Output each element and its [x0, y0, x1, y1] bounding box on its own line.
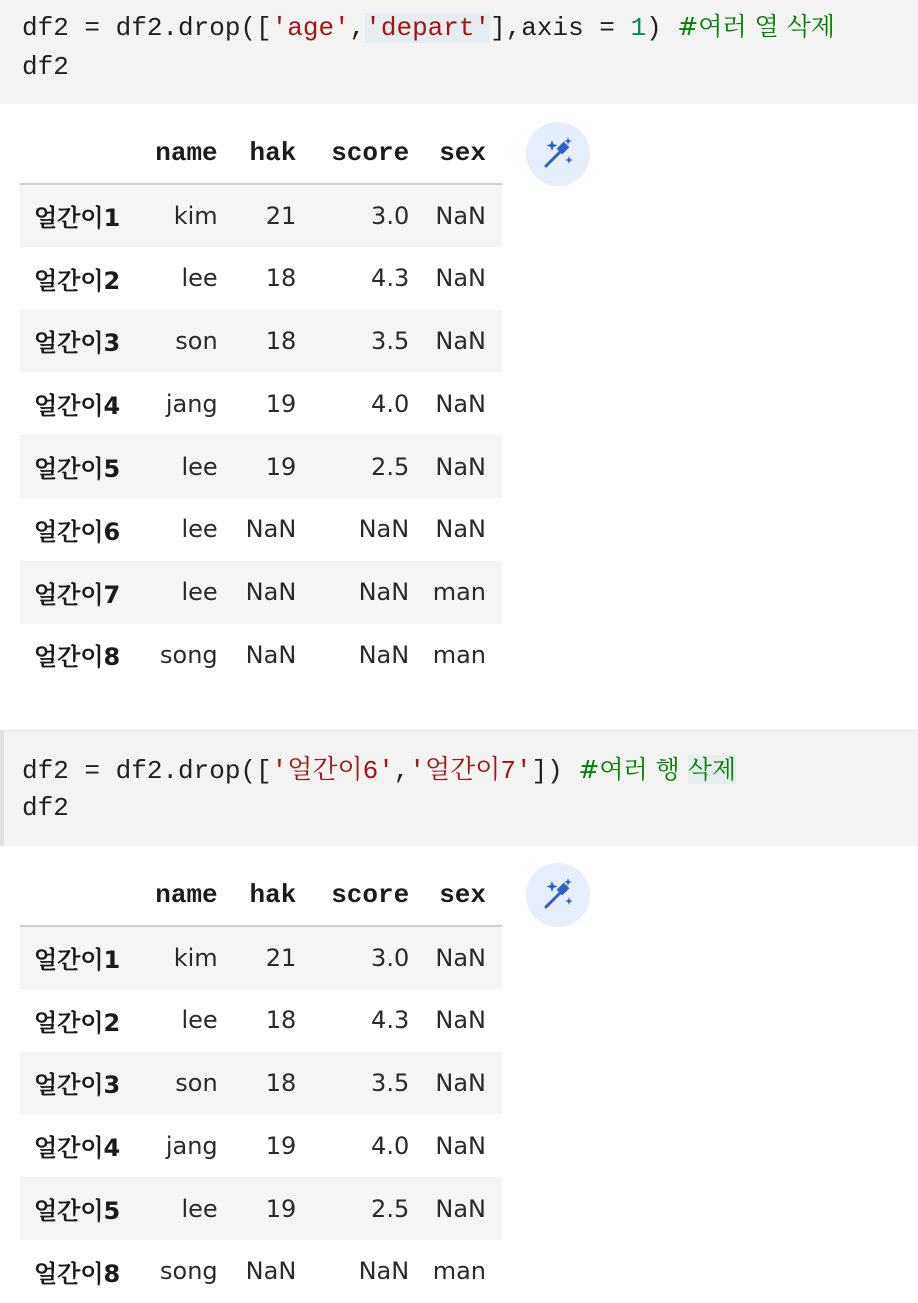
table-cell-sex: man: [432, 640, 486, 669]
code-token: ],axis =: [490, 13, 631, 43]
column-header-hak: hak: [222, 122, 301, 184]
table-cell-hak: 19: [265, 452, 297, 481]
table-cell-hak: 18: [265, 326, 297, 355]
table-row: [20, 624, 502, 687]
table-cell-sex: NaN: [435, 943, 486, 972]
comment-token: #여러 행: [578, 755, 688, 784]
table-cell-name: lee: [181, 1194, 218, 1223]
table-cell-score: NaN: [358, 515, 410, 544]
table-cell-name: lee: [181, 264, 218, 293]
row-index-label: 얼간이5: [34, 1197, 121, 1226]
magic-wand-sparkle-icon: [538, 875, 578, 915]
code-cell-1[interactable]: [0, 0, 918, 104]
table-cell-hak: 21: [265, 201, 297, 230]
table-row: [20, 435, 502, 498]
table-cell-score: NaN: [358, 1257, 410, 1286]
row-index-label: 얼간이1: [34, 946, 121, 975]
row-index-label: 얼간이6: [34, 517, 121, 546]
table-cell-name: lee: [181, 578, 218, 607]
table-cell-sex: NaN: [435, 1006, 486, 1035]
row-index-label: 얼간이8: [34, 643, 121, 672]
table-row: [20, 184, 502, 247]
table-cell-hak: 18: [265, 1006, 297, 1035]
column-header-name: name: [133, 122, 222, 184]
table-cell-name: kim: [173, 201, 218, 230]
table-row: [20, 372, 502, 435]
table-cell-name: lee: [181, 1006, 218, 1035]
code-cell-2[interactable]: [0, 730, 918, 846]
table-cell-hak: 19: [265, 1131, 297, 1160]
table-cell-name: lee: [181, 452, 218, 481]
code-token: df2 = df2.drop([: [22, 756, 272, 786]
table-row: [20, 1177, 502, 1240]
comment-token: #여러 열 삭제: [677, 12, 835, 41]
table-cell-sex: man: [432, 578, 486, 607]
table-cell-score: NaN: [358, 578, 410, 607]
table-row: [20, 926, 502, 989]
table-cell-sex: NaN: [435, 264, 486, 293]
table-cell-score: 3.0: [371, 201, 410, 230]
code-line: df2: [22, 793, 69, 823]
table-cell-sex: man: [432, 1257, 486, 1286]
row-index-label: 얼간이3: [34, 329, 121, 358]
table-cell-score: NaN: [358, 640, 410, 669]
magic-wand-sparkle-icon: [538, 134, 578, 174]
table-cell-name: jang: [165, 1131, 218, 1160]
column-header-score: score: [300, 122, 413, 184]
table-row: [20, 247, 502, 310]
table-row: [20, 498, 502, 561]
magic-wand-button[interactable]: [526, 863, 590, 927]
table-cell-score: 4.0: [371, 1131, 410, 1160]
row-index-label: 얼간이2: [34, 1008, 121, 1037]
column-header-sex: sex: [413, 122, 502, 184]
table-cell-sex: NaN: [435, 201, 486, 230]
table-cell-sex: NaN: [435, 1131, 486, 1160]
table-cell-hak: 19: [265, 1194, 297, 1223]
table-cell-name: song: [160, 1257, 218, 1286]
table-cell-name: son: [175, 326, 218, 355]
table-cell-hak: NaN: [245, 578, 297, 607]
table-row: [20, 561, 502, 624]
row-index-label: 얼간이7: [34, 580, 121, 609]
code-token: ]): [531, 756, 579, 786]
code-line: [22, 8, 835, 47]
table-cell-sex: NaN: [435, 389, 486, 418]
string-token: '얼간이6': [271, 756, 394, 786]
index-header: [20, 864, 133, 926]
table-cell-name: son: [175, 1068, 218, 1097]
row-index-label: 얼간이3: [34, 1071, 121, 1100]
column-header-name: name: [133, 864, 222, 926]
table-cell-score: 2.5: [371, 1194, 410, 1223]
string-token: '얼간이7': [409, 756, 532, 786]
dataframe-table: [20, 122, 502, 686]
code-token: df2 = df2.drop([: [22, 13, 272, 43]
dataframe-table: [20, 864, 502, 1303]
table-cell-score: 4.0: [371, 389, 410, 418]
table-cell-hak: 21: [265, 943, 297, 972]
column-header-sex: sex: [413, 864, 502, 926]
magic-wand-button[interactable]: [526, 122, 590, 186]
table-row: [20, 1052, 502, 1115]
number-token: 1: [630, 13, 647, 43]
code-token: ,: [349, 13, 366, 43]
row-index-label: 얼간이2: [34, 266, 121, 295]
table-cell-hak: NaN: [245, 1257, 297, 1286]
table-row: [20, 1240, 502, 1303]
code-line: df2: [22, 52, 69, 82]
cell-output-2: [20, 864, 502, 1303]
table-row: [20, 310, 502, 373]
table-cell-name: song: [160, 640, 218, 669]
code-line: [22, 751, 736, 790]
cell-output-1: [20, 122, 502, 686]
table-cell-hak: 18: [265, 1068, 297, 1097]
table-cell-sex: NaN: [435, 1068, 486, 1097]
table-row: [20, 1114, 502, 1177]
row-index-label: 얼간이1: [34, 204, 121, 233]
column-header-hak: hak: [222, 864, 301, 926]
row-index-label: 얼간이4: [34, 392, 121, 421]
row-index-label: 얼간이5: [34, 455, 121, 484]
table-cell-name: jang: [165, 389, 218, 418]
table-cell-score: 2.5: [371, 452, 410, 481]
table-cell-name: lee: [181, 515, 218, 544]
table-cell-hak: NaN: [245, 515, 297, 544]
table-cell-score: 4.3: [371, 264, 410, 293]
index-header: [20, 122, 133, 184]
table-cell-sex: NaN: [435, 515, 486, 544]
table-cell-hak: NaN: [245, 640, 297, 669]
table-cell-score: 3.5: [371, 326, 410, 355]
table-cell-score: 4.3: [371, 1006, 410, 1035]
table-header-row: [20, 864, 502, 926]
row-index-label: 얼간이4: [34, 1134, 121, 1163]
table-cell-score: 3.0: [371, 943, 410, 972]
table-row: [20, 989, 502, 1052]
table-cell-sex: NaN: [435, 326, 486, 355]
code-token: ): [646, 13, 678, 43]
table-header-row: [20, 122, 502, 184]
table-cell-hak: 18: [265, 264, 297, 293]
column-header-score: score: [300, 864, 413, 926]
string-token: 'depart': [365, 13, 491, 43]
string-token: 'age': [271, 13, 350, 43]
row-index-label: 얼간이8: [34, 1259, 121, 1288]
code-token: ,: [393, 756, 410, 786]
comment-token: 삭제: [687, 755, 736, 784]
table-cell-name: kim: [173, 943, 218, 972]
table-cell-score: 3.5: [371, 1068, 410, 1097]
table-cell-hak: 19: [265, 389, 297, 418]
table-cell-sex: NaN: [435, 452, 486, 481]
table-cell-sex: NaN: [435, 1194, 486, 1223]
